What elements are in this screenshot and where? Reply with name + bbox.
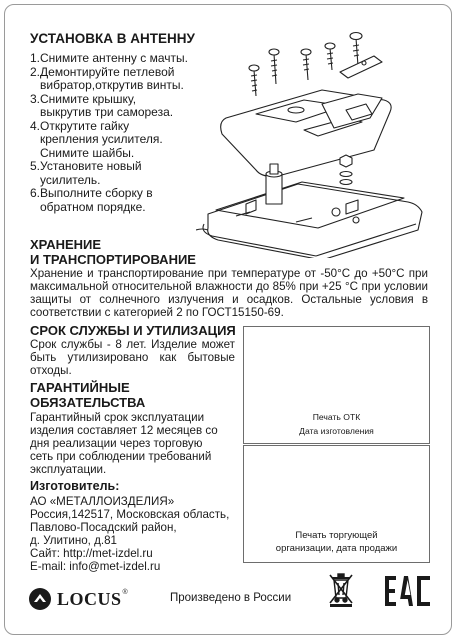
storage-title-line1: ХРАНЕНИЕ xyxy=(30,237,102,252)
sale-date-label: организации, дата продажи xyxy=(275,543,398,554)
manufacturer-website: Сайт: http://met-izdel.ru xyxy=(30,547,153,560)
service-title: СРОК СЛУЖБЫ И УТИЛИЗАЦИЯ xyxy=(30,323,236,338)
screw-icon xyxy=(350,33,362,67)
install-step-3: 3.Снимите крышку, выкрутив три самореза. xyxy=(30,91,174,119)
install-step-6: 6.Выполните сборку в обратном порядке. xyxy=(30,186,153,214)
install-step-1: 1.Снимите антенну с мачты. xyxy=(30,51,188,65)
shop-stamp-label: Печать торгующей xyxy=(295,530,378,541)
storage-title-line2: И ТРАНСПОРТИРОВАНИЕ xyxy=(30,252,196,267)
made-in-russia: Произведено в России xyxy=(170,592,292,604)
manufacturer-title: Изготовитель: xyxy=(30,479,120,493)
install-step-2: 2.Демонтируйте петлевой вибратор,открутив винты. xyxy=(30,64,184,92)
eac-mark xyxy=(384,575,432,607)
locus-logo xyxy=(28,587,128,611)
warranty-title-line2: ОБЯЗАТЕЛЬСТВА xyxy=(30,395,146,410)
manufacture-date-label: Дата изготовления xyxy=(299,426,374,436)
manufacturer-email: E-mail: info@met-izdel.ru xyxy=(30,560,161,573)
storage-text: Хранение и транспортирование при температуре от -50°С до +50°С при максимальной относительной влажности до 85% при +25 °С при условии защиты от солнечного излучения и осадков. Остальные условия в соответствии с категорией 2 по ГОСТ15150-69. xyxy=(30,267,428,319)
warranty-title-line1: ГАРАНТИЙНЫЕ xyxy=(30,380,130,395)
screw-icon xyxy=(249,65,259,96)
service-text: Срок службы - 8 лет. Изделие может быть утилизировано как бытовые отходы. xyxy=(30,338,235,377)
install-step-4: 4.Открутите гайку крепления усилителя. Снимите шайбы. xyxy=(30,118,163,160)
screw-icon xyxy=(325,43,335,70)
manufacturer-details xyxy=(30,495,245,573)
screw-icon xyxy=(269,49,279,84)
brand-name: LOCUS xyxy=(57,588,122,609)
shop-stamp-box xyxy=(243,445,430,563)
install-step-5: 5.Установите новый усилитель. xyxy=(30,159,142,187)
registered-mark: ® xyxy=(122,589,128,596)
manufacturer-name: АО «МЕТАЛЛОИЗДЕЛИЯ» xyxy=(30,495,175,508)
manufacturer-address-line: Россия,142517, Московская область, xyxy=(30,508,230,521)
screw-icon xyxy=(301,49,311,80)
install-title: УСТАНОВКА В АНТЕННУ xyxy=(30,31,195,46)
crossed-out-bin-icon xyxy=(329,573,353,607)
otk-stamp-box xyxy=(243,326,430,444)
manufacturer-address-line: Павлово-Посадский район, xyxy=(30,521,177,534)
otk-stamp-label: Печать ОТК xyxy=(312,412,361,422)
amplifier-assembly-drawing xyxy=(196,26,436,258)
eac-icon xyxy=(384,575,432,607)
warranty-text: Гарантийный срок эксплуатации изделия составляет 12 месяцев со дня реализации через торговую сеть при соблюдении требований эксплуатации. xyxy=(30,411,218,476)
locus-emblem-icon xyxy=(28,587,52,611)
manufacturer-address-line: д. Улитино, д.81 xyxy=(30,534,117,547)
